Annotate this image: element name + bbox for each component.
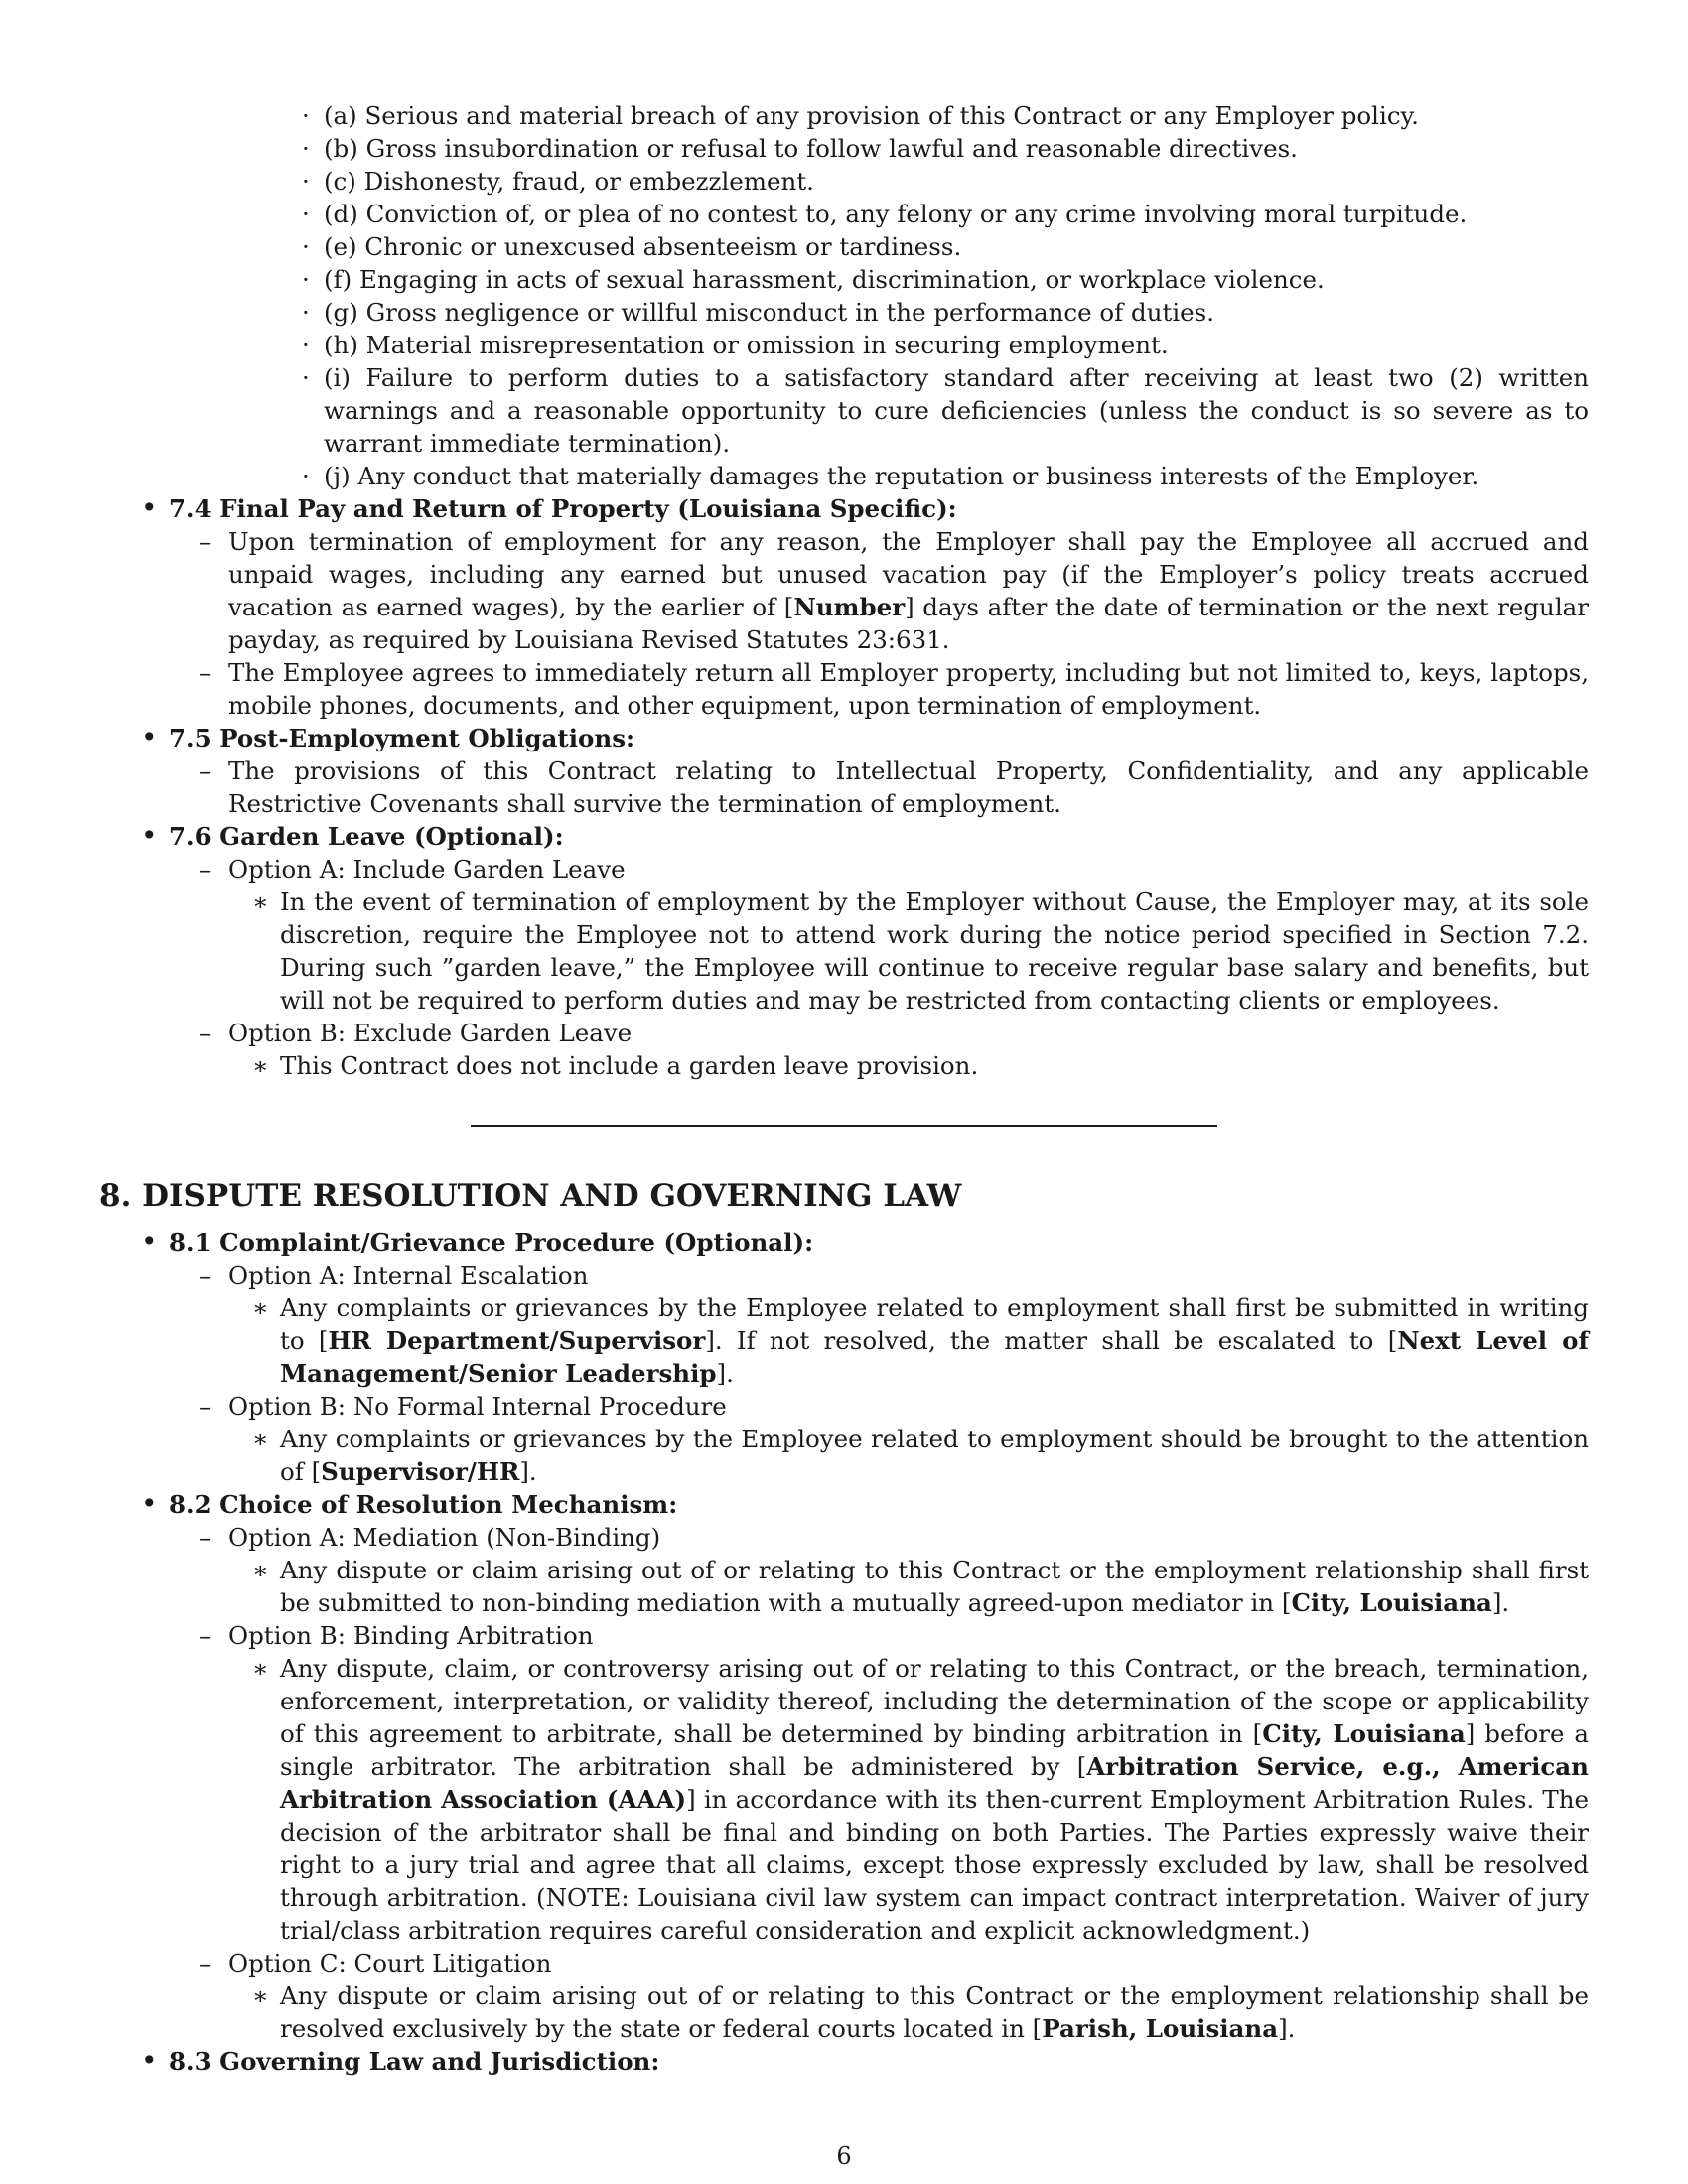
option-item: – Option B: Binding Arbitration ∗ Any dispute, claim, or controversy arising out of or relating to this Contract, or the breach, termination, enforcement, interpretation, or validity thereof, including the determination of the scope or applicability of this agreement to arbitrate, shall be determined by binding arbitration in [City, Louisiana] before a single arbitrator. The arbitration shall be administered by [Arbitration Service, e.g., American Arbitration Association (AAA)] in accordance with its then-current Employment Arbitration Rules. The decision of the arbitrator shall be final and binding on both Parties. The Parties expressly waive their right to a jury trial and agree that all claims, except those expressly excluded by law, shall be resolved through arbitration. (NOTE: Louisiana civil law system can impact contract interpretation. Waiver of jury trial/class arbitration requires careful consideration and explicit acknowledgment.) (199, 1621, 1589, 1945)
list-item: ∗ Any dispute or claim arising out of or relating to this Contract or the employment relationship shall be resolved exclusively by the state or federal courts located in [Parish, Louisiana]. (252, 1981, 1589, 2043)
section-8-list (141, 1225, 1589, 2078)
list-item: · (h) Material misrepresentation or omission in securing employment. (302, 331, 1169, 359)
list-item: · (i) Failure to perform duties to a satisfactory standard after receiving at least two (2) written warnings and a reasonable opportunity to cure deficiencies (unless the conduct is so severe as to warrant immediate termination). (302, 363, 1589, 458)
document-page-body (99, 99, 1589, 1082)
option-item: – Option A: Mediation (Non-Binding) ∗ Any dispute or claim arising out of or relating to this Contract or the employment relationship shall first be submitted to non-binding mediation with a mutually agreed-upon mediator in [City, Louisiana]. (199, 1523, 1589, 1617)
list-item: – The Employee agrees to immediately return all Employer property, including but not limited to, keys, laptops, mobile phones, documents, and other equipment, upon termination of employment. (199, 658, 1589, 720)
list-item: · (b) Gross insubordination or refusal to follow lawful and reasonable directives. (302, 134, 1298, 163)
list-item: ∗ Any complaints or grievances by the Employee related to employment shall first be submitted in writing to [HR Department/Supervisor]. If not resolved, the matter shall be escalated to [Next Level of Management/Senior Leadership]. (252, 1294, 1589, 1388)
clause-7-5: • 7.5 Post-Employment Obligations: – The provisions of this Contract relating to Intellectual Property, Confidentiality, and any applicable Restrictive Covenants shall survive the termination of employment. (141, 721, 1589, 818)
section-8-body (99, 1226, 1589, 2078)
clause-8-3: • 8.3 Governing Law and Jurisdiction: (141, 2044, 660, 2077)
list-item: ∗ In the event of termination of employment by the Employer without Cause, the Employer may, at its sole discretion, require the Employee not to attend work during the notice period specified in Section 7.2. During such ”garden leave,” the Employee will continue to receive regular base salary and benefits, but will not be required to perform duties and may be restricted from contacting clients or employees. (252, 887, 1589, 1015)
list-item: · (e) Chronic or unexcused absenteeism or tardiness. (302, 232, 962, 261)
list-item: · (c) Dishonesty, fraud, or embezzlement. (302, 167, 814, 196)
option-item: – Option C: Court Litigation ∗ Any dispute or claim arising out of or relating to this Contract or the employment relationship shall be resolved exclusively by the state or federal courts located in [Parish, Louisiana]. (199, 1949, 1589, 2043)
option-item: – Option B: No Formal Internal Procedure ∗ Any complaints or grievances by the Employee related to employment should be brought to the attention of [Supervisor/HR]. (199, 1392, 1589, 1486)
clause-8-2: • 8.2 Choice of Resolution Mechanism: – Option A: Mediation (Non-Binding) ∗ Any dispute or claim arising out of or relating to this Contract or the employment relationship shall first be submitted to non-binding mediation with a mutually agreed-upon mediator in [City, Louisiana]. – Option B: Binding Arbitration ∗ Any dispute, claim, or controversy arising out of or relating to this Contract, or the breach, termination, enforcement, interpretation, or validity thereof, including the determination of the scope or applicability of this agreement to arbitrate, shall be determined by binding arbitration in [City, Louisiana] before a single arbitrator. The arbitration shall be administered by [Arbitration Service, e.g., American Arbitration Association (AAA)] in accordance with its then-current Employment Arbitration Rules. The decision of the arbitrator shall be final and binding on both Parties. The Parties expressly waive their right to a jury trial and agree that all claims, except those expressly excluded by law, shall be resolved through arbitration. (NOTE: Louisiana civil law system can impact contract interpretation. Waiver of jury trial/class arbitration requires careful consideration and explicit acknowledgment.) – Option C: Court Litigation ∗ Any dispute or claim arising out of or relating to this Contract or the employment relationship shall be resolved exclusively by the state or federal courts located in [Parish, Louisiana]. (141, 1487, 1589, 2043)
page-number: 6 (836, 2142, 852, 2170)
list-item: ∗ This Contract does not include a garden leave provision. (252, 1051, 979, 1080)
cause-list (302, 99, 1589, 492)
clause-title: 8.3 Governing Law and Jurisdiction: (169, 2047, 660, 2076)
option-item: – Option A: Include Garden Leave ∗ In the event of termination of employment by the Employer without Cause, the Employer may, at its sole discretion, require the Employee not to attend work during the notice period specified in Section 7.2. During such ”garden leave,” the Employee will continue to receive regular base salary and benefits, but will not be required to perform duties and may be restricted from contacting clients or employees. (199, 855, 1589, 1015)
section-7-list (141, 491, 1589, 1082)
clause-8-1: • 8.1 Complaint/Grievance Procedure (Optional): – Option A: Internal Escalation ∗ Any complaints or grievances by the Employee related to employment shall first be submitted in writing to [HR Department/Supervisor]. If not resolved, the matter shall be escalated to [Next Level of Management/Senior Leadership]. – Option B: No Formal Internal Procedure ∗ Any complaints or grievances by the Employee related to employment should be brought to the attention of [Supervisor/HR]. (141, 1225, 1589, 1486)
list-item: · (f) Engaging in acts of sexual harassment, discrimination, or workplace violence. (302, 265, 1325, 294)
clause-title: 8.2 Choice of Resolution Mechanism: (169, 1490, 678, 1519)
clause-title: 7.5 Post-Employment Obligations: (169, 724, 635, 752)
list-item: · (j) Any conduct that materially damages the reputation or business interests of the Employer. (302, 462, 1479, 490)
option-item: – Option B: Exclude Garden Leave ∗ This Contract does not include a garden leave provision. (228, 1017, 1589, 1082)
list-item: ∗ Any dispute or claim arising out of or relating to this Contract or the employment relationship shall first be submitted to non-binding mediation with a mutually agreed-upon mediator in [City, Louisiana]. (252, 1556, 1589, 1617)
clause-7-4: • 7.4 Final Pay and Return of Property (Louisiana Specific): – Upon termination of employment for any reason, the Employer shall pay the Employee all accrued and unpaid wages, including any earned but unused vacation pay (if the Employer’s policy treats accrued vacation as earned wages), by the earlier of [Number] days after the date of termination or the next regular payday, as required by Louisiana Revised Statutes 23:631. – The Employee agrees to immediately return all Employer property, including but not limited to, keys, laptops, mobile phones, documents, and other equipment, upon termination of employment. (141, 491, 1589, 720)
clause-7-6: • 7.6 Garden Leave (Optional): – Option A: Include Garden Leave ∗ In the event of termination of employment by the Employer without Cause, the Employer may, at its sole discretion, require the Employee not to attend work during the notice period specified in Section 7.2. During such ”garden leave,” the Employee will continue to receive regular base salary and benefits, but will not be required to perform duties and may be restricted from contacting clients or employees. – Option B: Exclude Garden Leave ∗ This Contract does not include a garden leave provision. (141, 819, 1589, 1080)
clause-title: 7.6 Garden Leave (Optional): (169, 822, 564, 851)
list-item: – The provisions of this Contract relating to Intellectual Property, Confidentiality, and any applicable Restrictive Covenants shall survive the termination of employment. (199, 756, 1589, 818)
clause-title: 7.4 Final Pay and Return of Property (Louisiana Specific): (169, 494, 957, 523)
list-item: – Upon termination of employment for any reason, the Employer shall pay the Employee all accrued and unpaid wages, including any earned but unused vacation pay (if the Employer’s policy treats accrued vacation as earned wages), by the earlier of [Number] days after the date of termination or the next regular payday, as required by Louisiana Revised Statutes 23:631. (199, 527, 1589, 654)
list-item: ∗ Any complaints or grievances by the Employee related to employment should be brought to the attention of [Supervisor/HR]. (252, 1425, 1589, 1486)
list-item: ∗ Any dispute, claim, or controversy arising out of or relating to this Contract, or the breach, termination, enforcement, interpretation, or validity thereof, including the determination of the scope or applicability of this agreement to arbitrate, shall be determined by binding arbitration in [City, Louisiana] before a single arbitrator. The arbitration shall be administered by [Arbitration Service, e.g., American Arbitration Association (AAA)] in accordance with its then-current Employment Arbitration Rules. The decision of the arbitrator shall be final and binding on both Parties. The Parties expressly waive their right to a jury trial and agree that all claims, except those expressly excluded by law, shall be resolved through arbitration. (NOTE: Louisiana civil law system can impact contract interpretation. Waiver of jury trial/class arbitration requires careful consideration and explicit acknowledgment.) (252, 1654, 1589, 1945)
clause-title: 8.1 Complaint/Grievance Procedure (Optional): (169, 1228, 814, 1257)
option-item: – Option A: Internal Escalation ∗ Any complaints or grievances by the Employee related to employment shall first be submitted in writing to [HR Department/Supervisor]. If not resolved, the matter shall be escalated to [Next Level of Management/Senior Leadership]. (199, 1261, 1589, 1388)
list-item: · (d) Conviction of, or plea of no contest to, any felony or any crime involving moral turpitude. (302, 200, 1468, 228)
list-item: · (g) Gross negligence or willful misconduct in the performance of duties. (302, 298, 1215, 327)
section-divider (471, 1125, 1217, 1127)
section-8-heading: 8. DISPUTE RESOLUTION AND GOVERNING LAW (99, 1178, 962, 1214)
list-item: · (a) Serious and material breach of any provision of this Contract or any Employer policy. (302, 101, 1419, 130)
